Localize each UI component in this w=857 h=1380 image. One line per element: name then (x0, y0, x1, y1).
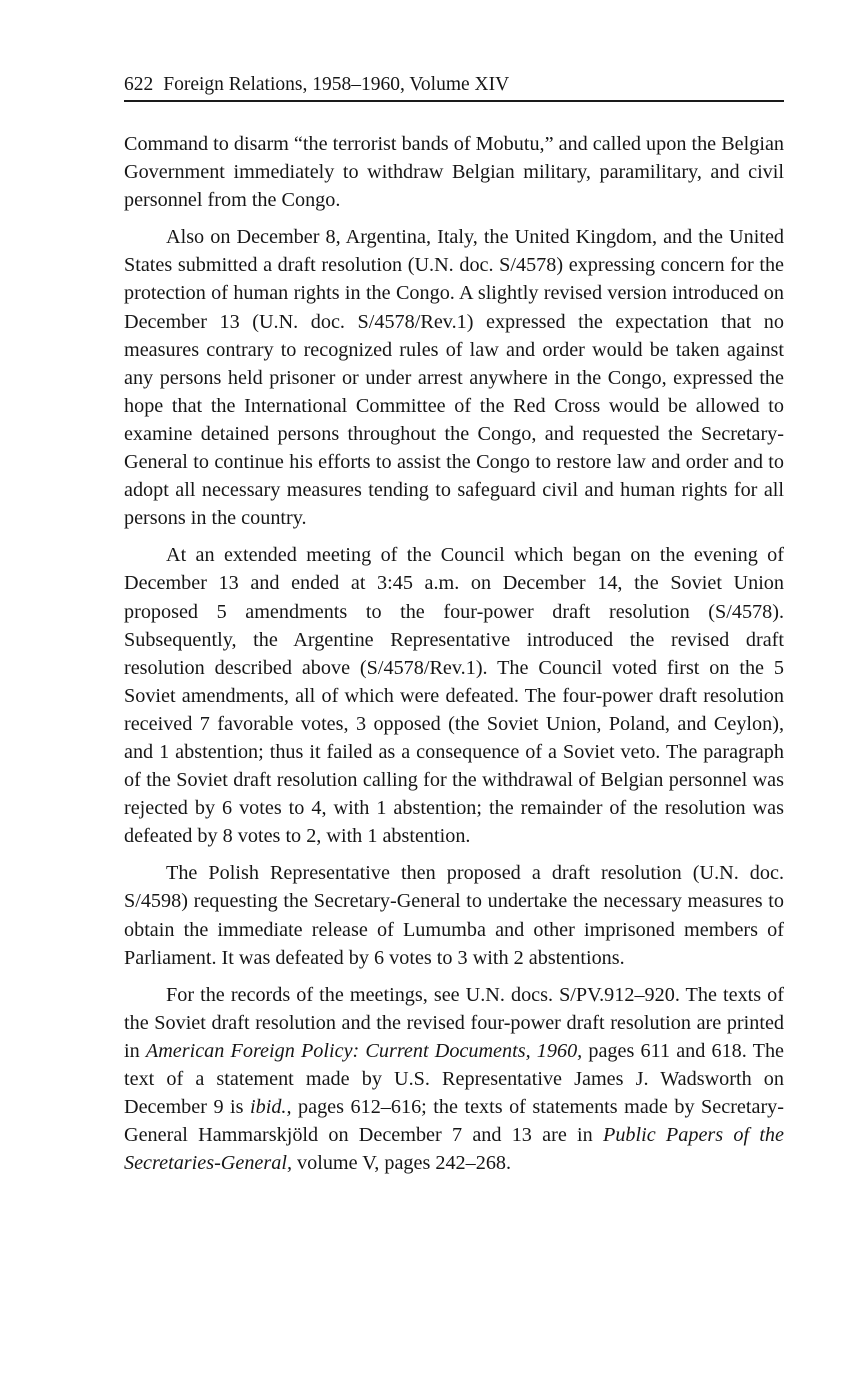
paragraph: At an extended meeting of the Council which began on the evening of December 13 and ended at 3:45 a.m. on December 14, the Soviet Union proposed 5 amendments to the four-power draft resolution (S/4578). Subsequently, the Argentine Representative introduced the revised draft resolution described above (S/4578/Rev.1). The Council voted first on the 5 Soviet amendments, all of which were defeated. The four-power draft resolution received 7 favorable votes, 3 opposed (the Soviet Union, Poland, and Ceylon), and 1 abstention; thus it failed as a consequence of a Soviet veto. The paragraph of the Soviet draft resolution calling for the withdrawal of Belgian personnel was rejected by 6 votes to 4, with 1 abstention; the remainder of the resolution was defeated by 8 votes to 2, with 1 abstention. (124, 544, 784, 848)
paragraph: Command to disarm “the terrorist bands of Mobutu,” and called upon the Belgian Government immediately to withdraw Belgian military, paramilitary, and civil personnel from the Congo. (124, 133, 784, 212)
text-run: volume V, pages 242–268. (292, 1152, 512, 1175)
running-header (124, 72, 784, 102)
text-run: pages 612–616; the texts of statements made by Secretary-General Hammarskjöld on December 7 and 13 are in (124, 1096, 784, 1147)
publication-title: Public Papers of the Secretaries-General, (124, 1124, 784, 1175)
running-title: Foreign Relations, 1958–1960, Volume XIV (163, 74, 510, 95)
source-note-paragraph (124, 981, 784, 1178)
paragraph: Also on December 8, Argentina, Italy, the United Kingdom, and the United States submitted a draft resolution (U.N. doc. S/4578) expressing concern for the protection of human rights in the Congo. A slightly revised version introduced on December 13 (U.N. doc. S/​4578/Rev.1) expressed the expectation that no measures contrary to recognized rules of law and order would be taken against any persons held prisoner or under arrest anywhere in the Congo, expressed the hope that the International Committee of the Red Cross would be allowed to examine detained persons throughout the Congo, and requested the Secretary-General to continue his efforts to assist the Congo to restore law and order and to adopt all necessary measures tending to safeguard civil and human rights for all persons in the country. (124, 226, 784, 530)
document-page (124, 72, 784, 1186)
text-run: pages 611 and 618. The text of a statement made by U.S. Representative James J. Wadsworth on December 9 is (124, 1039, 785, 1119)
page-number: 622 (124, 74, 154, 95)
paragraph: The Polish Representative then proposed a draft resolution (U.N. doc. S/4598) requesting the Secretary-General to undertake the necessary measures to obtain the immediate release of Lumumba and other imprisoned members of Parliament. It was defeated by 6 votes to 3 with 2 abstentions. (124, 862, 784, 969)
document-body (124, 130, 784, 1177)
publication-title: American Foreign Policy: Current Documents, 1960, (145, 1039, 583, 1062)
ibid-reference: ibid., (250, 1096, 292, 1119)
text-run: For the records of the meetings, see U.N. docs. S/PV.912–920. The texts of the Soviet draft resolution and the revised four-power draft resolution are printed in (124, 983, 784, 1062)
